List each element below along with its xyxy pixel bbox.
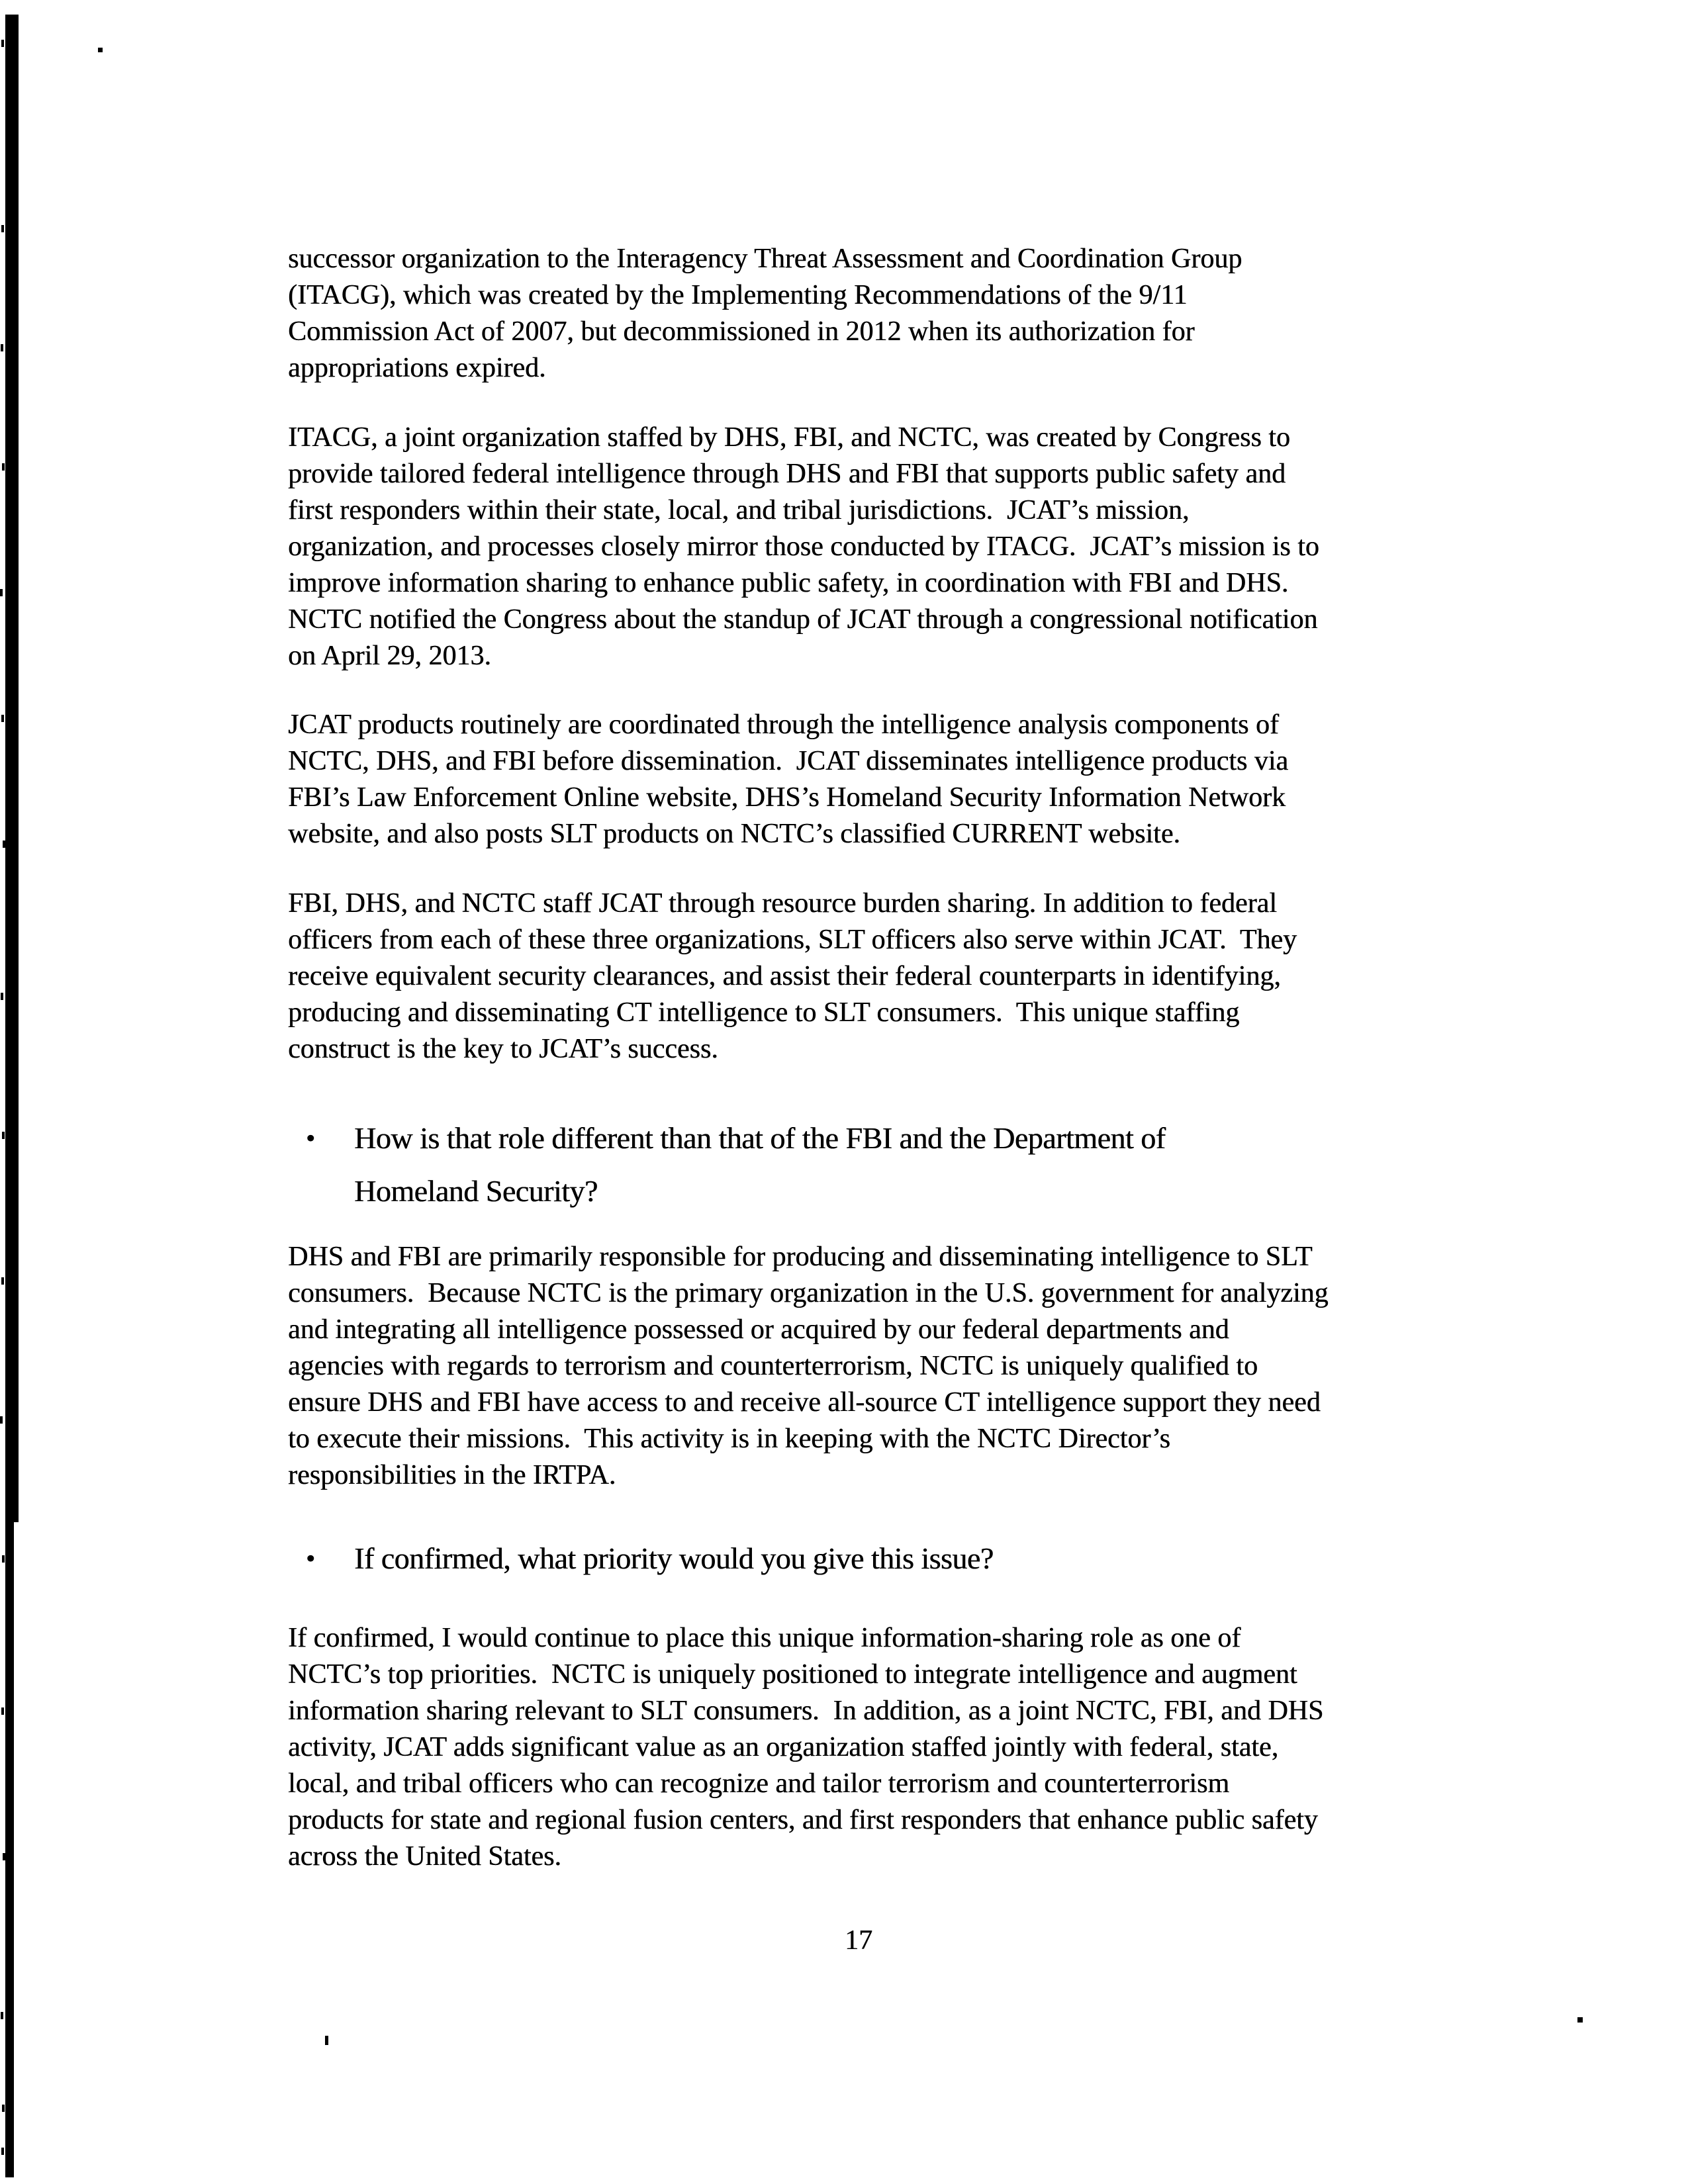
text-line: JCAT products routinely are coordinated through the intelligence analysis components of [288,709,1279,740]
text-line: local, and tribal officers who can recognize and tailor terrorism and counterterrorism [288,1768,1229,1799]
page-number: 17 [845,1925,872,1956]
text-line: information sharing relevant to SLT consumers. In addition, as a joint NCTC, FBI, and DHS [288,1696,1324,1726]
bullet-question-text [354,1532,994,1585]
text-line: on April 29, 2013. [288,641,491,671]
text-line: NCTC notified the Congress about the standup of JCAT through a congressional notification [288,604,1318,635]
bullet-icon: • [306,1123,316,1153]
text-line: (ITACG), which was created by the Implementing Recommendations of the 9/11 [288,280,1188,310]
paragraph [288,1620,1323,1875]
text-line: first responders within their state, local, and tribal jurisdictions. JCAT’s mission, [288,495,1190,525]
text-line: If confirmed, I would continue to place this unique information-sharing role as one of [288,1623,1241,1653]
paragraph [288,886,1297,1068]
text-line: producing and disseminating CT intelligence to SLT consumers. This unique staffing [288,997,1240,1028]
bullet-question [306,1532,994,1585]
scan-dot-artifact [98,48,103,52]
paragraph [288,241,1242,387]
scan-speck-artifacts [1,40,4,47]
text-line: ITACG, a joint organization staffed by DHS, FBI, and NCTC, was created by Congress to [288,422,1290,453]
bullet-question-text [354,1112,1165,1218]
text-line: organization, and processes closely mirror those conducted by ITACG. JCAT’s mission is to [288,531,1319,562]
text-line: ensure DHS and FBI have access to and receive all-source CT intelligence support they need [288,1387,1321,1418]
text-line: provide tailored federal intelligence through DHS and FBI that supports public safety and [288,459,1286,489]
text-line: DHS and FBI are primarily responsible for producing and disseminating intelligence to SLT [288,1242,1313,1272]
text-line: appropriations expired. [288,353,546,383]
text-line: If confirmed, what priority would you give this issue? [354,1541,994,1575]
scanner-edge-artifact [5,15,19,1522]
text-line: website, and also posts SLT products on NCTC’s classified CURRENT website. [288,819,1180,849]
text-line: improve information sharing to enhance public safety, in coordination with FBI and DHS. [288,568,1289,598]
text-line: receive equivalent security clearances, and assist their federal counterparts in identifying, [288,961,1281,991]
text-line: across the United States. [288,1841,561,1872]
scan-dot-artifact [325,2036,328,2045]
paragraph [288,707,1288,852]
text-line: FBI’s Law Enforcement Online website, DHS’s Homeland Security Information Network [288,782,1286,813]
text-line: construct is the key to JCAT’s success. [288,1034,718,1064]
text-line: activity, JCAT adds significant value as an organization staffed jointly with federal, state, [288,1732,1279,1762]
text-line: How is that role different than that of the FBI and the Department of [354,1121,1166,1155]
text-line: agencies with regards to terrorism and counterterrorism, NCTC is uniquely qualified to [288,1351,1258,1381]
text-line: responsibilities in the IRTPA. [288,1460,616,1490]
text-line: Homeland Security? [354,1174,598,1208]
text-line: FBI, DHS, and NCTC staff JCAT through resource burden sharing. In addition to federal [288,888,1277,919]
text-line: consumers. Because NCTC is the primary organization in the U.S. government for analyzing [288,1278,1329,1308]
text-line: successor organization to the Interagency Threat Assessment and Coordination Group [288,244,1243,274]
text-line: officers from each of these three organizations, SLT officers also serve within JCAT. They [288,925,1297,955]
scan-dot-artifact [1577,2017,1583,2023]
text-line: Commission Act of 2007, but decommissioned in 2012 when its authorization for [288,316,1195,347]
text-line: products for state and regional fusion centers, and first responders that enhance public safety [288,1805,1318,1835]
bullet-icon: • [306,1543,316,1573]
text-line: to execute their missions. This activity is in keeping with the NCTC Director’s [288,1424,1170,1454]
bullet-question [306,1112,1165,1218]
text-line: NCTC’s top priorities. NCTC is uniquely positioned to integrate intelligence and augment [288,1659,1297,1690]
paragraph [288,420,1319,674]
text-line: and integrating all intelligence possessed or acquired by our federal departments and [288,1314,1229,1345]
text-line: NCTC, DHS, and FBI before dissemination. JCAT disseminates intelligence products via [288,746,1289,776]
paragraph [288,1239,1329,1494]
scanner-edge-artifact [5,1522,14,2177]
